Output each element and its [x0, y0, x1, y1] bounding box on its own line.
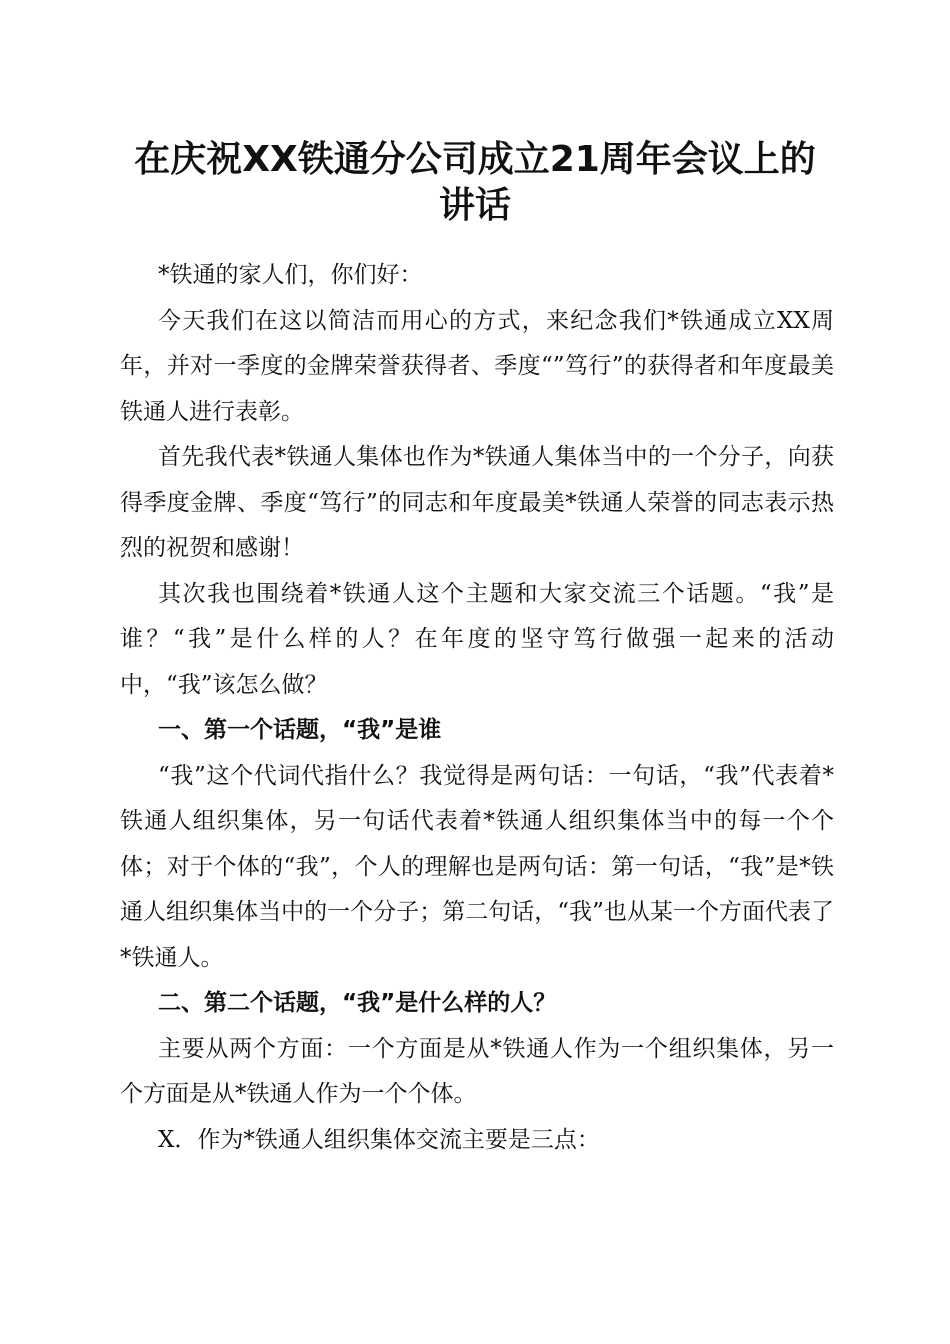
- document-title-line-2: 讲话: [438, 185, 511, 226]
- paragraph-three-points: X．作为*铁通人组织集体交流主要是三点：: [158, 1126, 600, 1153]
- greeting-paragraph: *铁通的家人们，你们好：: [158, 262, 423, 288]
- paragraph-two-aspects: 主要从两个方面：一个方面是从*铁通人作为一个组织集体，另一个方面是从*铁通人作为一个个体。: [120, 1035, 834, 1107]
- section-heading-2: 二、第二个话题，“我”是什么样的人？: [158, 990, 557, 1016]
- section-heading-1: 一、第一个话题，“我”是谁: [158, 717, 442, 743]
- paragraph-who-am-i: “我”这个代词代指什么？我觉得是两句话：一句话，“我”代表着*铁通人组织集体，另一句话代表着*铁通人组织集体当中的每一个个体；对于个体的“我”，个人的理解也是两句话：第一句话，“我”是*铁通人组织集体当中的一个分子；第二句话，“我”也从某一个方面代表了*铁通人。: [120, 762, 834, 971]
- document-title-line-1: 在庆祝XX铁通分公司成立21周年会议上的: [134, 139, 816, 180]
- paragraph-opening: 今天我们在这以简洁而用心的方式，来纪念我们*铁通成立XX周年，并对一季度的金牌荣誉获得者、季度“”笃行”的获得者和年度最美铁通人进行表彰。: [120, 307, 834, 425]
- document-body: [120, 253, 834, 1163]
- paragraph-congratulations: 首先我代表*铁通人集体也作为*铁通人集体当中的一个分子，向获得季度金牌、季度“笃行”的同志和年度最美*铁通人荣誉的同志表示热烈的祝贺和感谢！: [120, 444, 834, 561]
- paragraph-topics: 其次我也围绕着*铁通人这个主题和大家交流三个话题。“我”是谁？“我”是什么样的人？在年度的坚守笃行做强一起来的活动中，“我”该怎么做？: [120, 580, 834, 698]
